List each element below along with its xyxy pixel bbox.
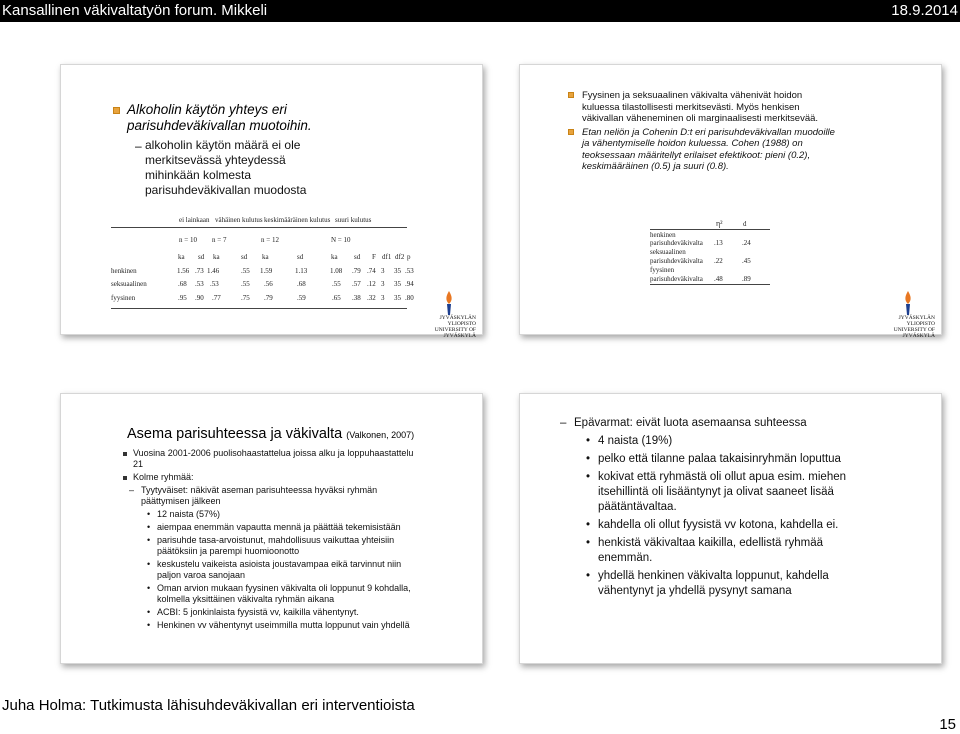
page-number: 15	[939, 716, 956, 733]
table-cell: .77	[212, 294, 221, 302]
table-n-label: N = 10	[331, 236, 351, 244]
table-cell: .55	[241, 267, 250, 275]
table-group-header: ei lainkaan	[179, 216, 210, 224]
footer-text: Juha Holma: Tutkimusta lähisuhdeväkivallan eri interventioista	[2, 697, 415, 714]
table-cell: .12	[367, 280, 376, 288]
torch-icon	[444, 291, 454, 315]
table-row-label: henkinen	[650, 231, 676, 239]
table-cell: .55	[332, 280, 341, 288]
document-title: Kansallinen väkivaltatyön forum. Mikkeli	[2, 2, 268, 19]
list-item: • henkistä väkivaltaa kaikilla, edellistä ryhmää enemmän.	[560, 536, 860, 566]
table-cell: .94	[405, 280, 414, 288]
table-cell: 3	[381, 294, 385, 302]
table-row-label: fyysinen	[650, 266, 675, 274]
table-cell: .59	[297, 294, 306, 302]
table-n-label: n = 7	[212, 236, 227, 244]
table-n-label: n = 12	[261, 236, 279, 244]
slide-thumbnail-2	[519, 64, 942, 339]
list-item: – Tyytyväiset: näkivät aseman parisuhteessa hyväksi ryhmän päättymisen jälkeen	[123, 485, 423, 507]
table-cell: .95	[178, 294, 187, 302]
logo-line-1: JYVÄSKYLÄN YLIOPISTO	[439, 315, 476, 327]
table-rule	[650, 284, 770, 285]
list-item: • ACBI: 5 jonkinlaista fyysistä vv, kaikilla vähentynyt.	[123, 607, 423, 618]
table-col-header: ka	[331, 253, 338, 261]
table-cell: 1.13	[295, 267, 308, 275]
table-rule	[650, 229, 770, 230]
table-col-header: p	[407, 253, 411, 261]
table-row-label: parisuhdeväkivalta	[650, 239, 703, 247]
table-col-header: df2	[395, 253, 405, 261]
table-cell: .68	[297, 280, 306, 288]
table-cell: .73	[195, 267, 204, 275]
table-rule	[111, 227, 407, 228]
top-bar	[0, 0, 960, 22]
list-item: • pelko että tilanne palaa takaisinryhmän loputtua	[560, 452, 860, 467]
table-col-header: df1	[382, 253, 392, 261]
table-cell: 35	[394, 294, 401, 302]
table-cell: .74	[367, 267, 376, 275]
slide-thumbnail-3	[60, 393, 483, 664]
list-item: • Oman arvion mukaan fyysinen väkivalta oli loppunut 9 kohdalla, kolmella yksittäinen väkivalta ryhmän aikana	[123, 583, 423, 605]
table-group-header: suuri kulutus	[335, 216, 372, 224]
table-col-header: F	[372, 253, 376, 261]
torch-icon	[903, 291, 913, 315]
table-cell: .79	[264, 294, 273, 302]
list-item: • aiempaa enemmän vapautta mennä ja päättää tekemisistään	[123, 522, 423, 533]
table-cell: .48	[714, 275, 723, 283]
table-cell: 1.08	[330, 267, 343, 275]
list-item: • kokivat että ryhmästä oli ollut apua esim. miehen itsehillintä oli lisääntynyt ja olivat saaneet lisää päätäntävaltaa.	[560, 470, 860, 515]
table-row-label: henkinen	[111, 267, 137, 275]
table-cell: .22	[714, 257, 723, 265]
table-row-label: parisuhdeväkivalta	[650, 275, 703, 283]
list-item: • yhdellä henkinen väkivalta loppunut, kahdella vähentynyt ja yhdellä pysynyt samana	[560, 569, 860, 599]
table-cell: .55	[241, 280, 250, 288]
table-col-header: sd	[241, 253, 248, 261]
list-item: Vuosina 2001-2006 puolisohaastattelua joissa alku ja loppuhaastattelu 21	[123, 448, 423, 470]
slide-thumbnail-1	[60, 64, 483, 339]
table-group-header: keskimääräinen kulutus	[264, 216, 331, 224]
table-n-label: n = 10	[179, 236, 197, 244]
logo-line-2: UNIVERSITY OF JYVÄSKYLÄ	[434, 327, 476, 339]
table-cell: 35	[394, 280, 401, 288]
table-cell: .75	[241, 294, 250, 302]
table-cell: 1.59	[260, 267, 273, 275]
list-item: • keskustelu vaikeista asioista joustavampaa eikä tarvinnut niin paljon varoa sanojaan	[123, 559, 423, 581]
list-item: • Henkinen vv vähentynyt useimmilla mutta loppunut vain yhdellä	[123, 620, 423, 631]
table-cell: 1.46	[207, 267, 220, 275]
slide1-subpoint: alkoholin käytön määrä ei ole merkitsevässä yhteydessä mihinkään kolmesta parisuhdeväkivallan muodosta	[145, 138, 307, 197]
logo-line-1: JYVÄSKYLÄN YLIOPISTO	[898, 315, 935, 327]
table-col-header: d	[743, 220, 747, 228]
table-cell: .65	[332, 294, 341, 302]
table-col-header: ka	[178, 253, 185, 261]
table-cell: .56	[264, 280, 273, 288]
table-row-label: seksuaalinen	[650, 248, 686, 256]
university-logo	[875, 315, 935, 339]
list-item: Kolme ryhmää:	[123, 472, 423, 483]
table-cell: 35	[394, 267, 401, 275]
list-item: • 12 naista (57%)	[123, 509, 423, 520]
dash-icon: –	[135, 139, 142, 153]
table-col-header: sd	[297, 253, 304, 261]
table-cell: .68	[178, 280, 187, 288]
slide2-bullet-2: Etan neliön ja Cohenin D:t eri parisuhdeväkivallan muodoille ja vähentymiselle hoidon kuluessa. Cohen (1988) on teoksessaan määritellyt erilaiset efektikoot: pieni (0.2), keskimääräinen (0.5) ja suuri (0.8).	[568, 127, 838, 173]
table-cell: .79	[352, 267, 361, 275]
table-cell: 3	[381, 280, 385, 288]
slide4-list	[560, 416, 860, 602]
slide-thumbnail-4	[519, 393, 942, 664]
slide3-list	[123, 448, 423, 633]
list-item: • 4 naista (19%)	[560, 434, 860, 449]
table-cell: .53	[405, 267, 414, 275]
slide2-bullet-1: Fyysinen ja seksuaalinen väkivalta vähenivät hoidon kuluessa tilastollisesti merkitsevästi. Myös henkisen väkivallan väheneminen oli marginaalisesti merkitsevää.	[568, 90, 838, 125]
table-col-header: η²	[716, 219, 723, 228]
table-cell: .45	[742, 257, 751, 265]
list-item: – Epävarmat: eivät luota asemaansa suhteessa	[560, 416, 860, 431]
university-logo	[416, 315, 476, 339]
table-row-label: seksuaalinen	[111, 280, 147, 288]
document-date: 18.9.2014	[891, 2, 958, 19]
table-cell: 3	[381, 267, 385, 275]
table-cell: .53	[210, 280, 219, 288]
table-cell: .80	[405, 294, 414, 302]
table-cell: .89	[742, 275, 751, 283]
table-row-label: parisuhdeväkivalta	[650, 257, 703, 265]
list-item: • parisuhde tasa-arvoistunut, mahdollisuus vaikuttaa yhteisiin päätöksiin ja parempi huomioonotto	[123, 535, 423, 557]
table-cell: .57	[352, 280, 361, 288]
table-col-header: sd	[354, 253, 361, 261]
table-col-header: ka	[262, 253, 269, 261]
slide3-title: Asema parisuhteessa ja väkivalta (Valkonen, 2007)	[127, 426, 415, 442]
table-cell: .90	[195, 294, 204, 302]
table-group-header: vähäinen kulutus	[215, 216, 263, 224]
table-col-header: ka	[213, 253, 220, 261]
table-cell: 1.56	[177, 267, 190, 275]
list-item: • kahdella oli ollut fyysistä vv kotona, kahdella ei.	[560, 518, 860, 533]
table-cell: .38	[352, 294, 361, 302]
slide3-title-reference: (Valkonen, 2007)	[346, 430, 415, 440]
table-col-header: sd	[198, 253, 205, 261]
table-cell: .32	[367, 294, 376, 302]
logo-line-2: UNIVERSITY OF JYVÄSKYLÄ	[893, 327, 935, 339]
slide1-heading: Alkoholin käytön yhteys eri parisuhdeväkivallan muotoihin.	[127, 102, 312, 133]
table-row-label: fyysinen	[111, 294, 136, 302]
table-cell: .24	[742, 239, 751, 247]
table-cell: .53	[195, 280, 204, 288]
table-cell: .13	[714, 239, 723, 247]
table-rule	[111, 308, 407, 309]
alcohol-table	[61, 65, 484, 336]
effect-size-table	[520, 65, 943, 336]
